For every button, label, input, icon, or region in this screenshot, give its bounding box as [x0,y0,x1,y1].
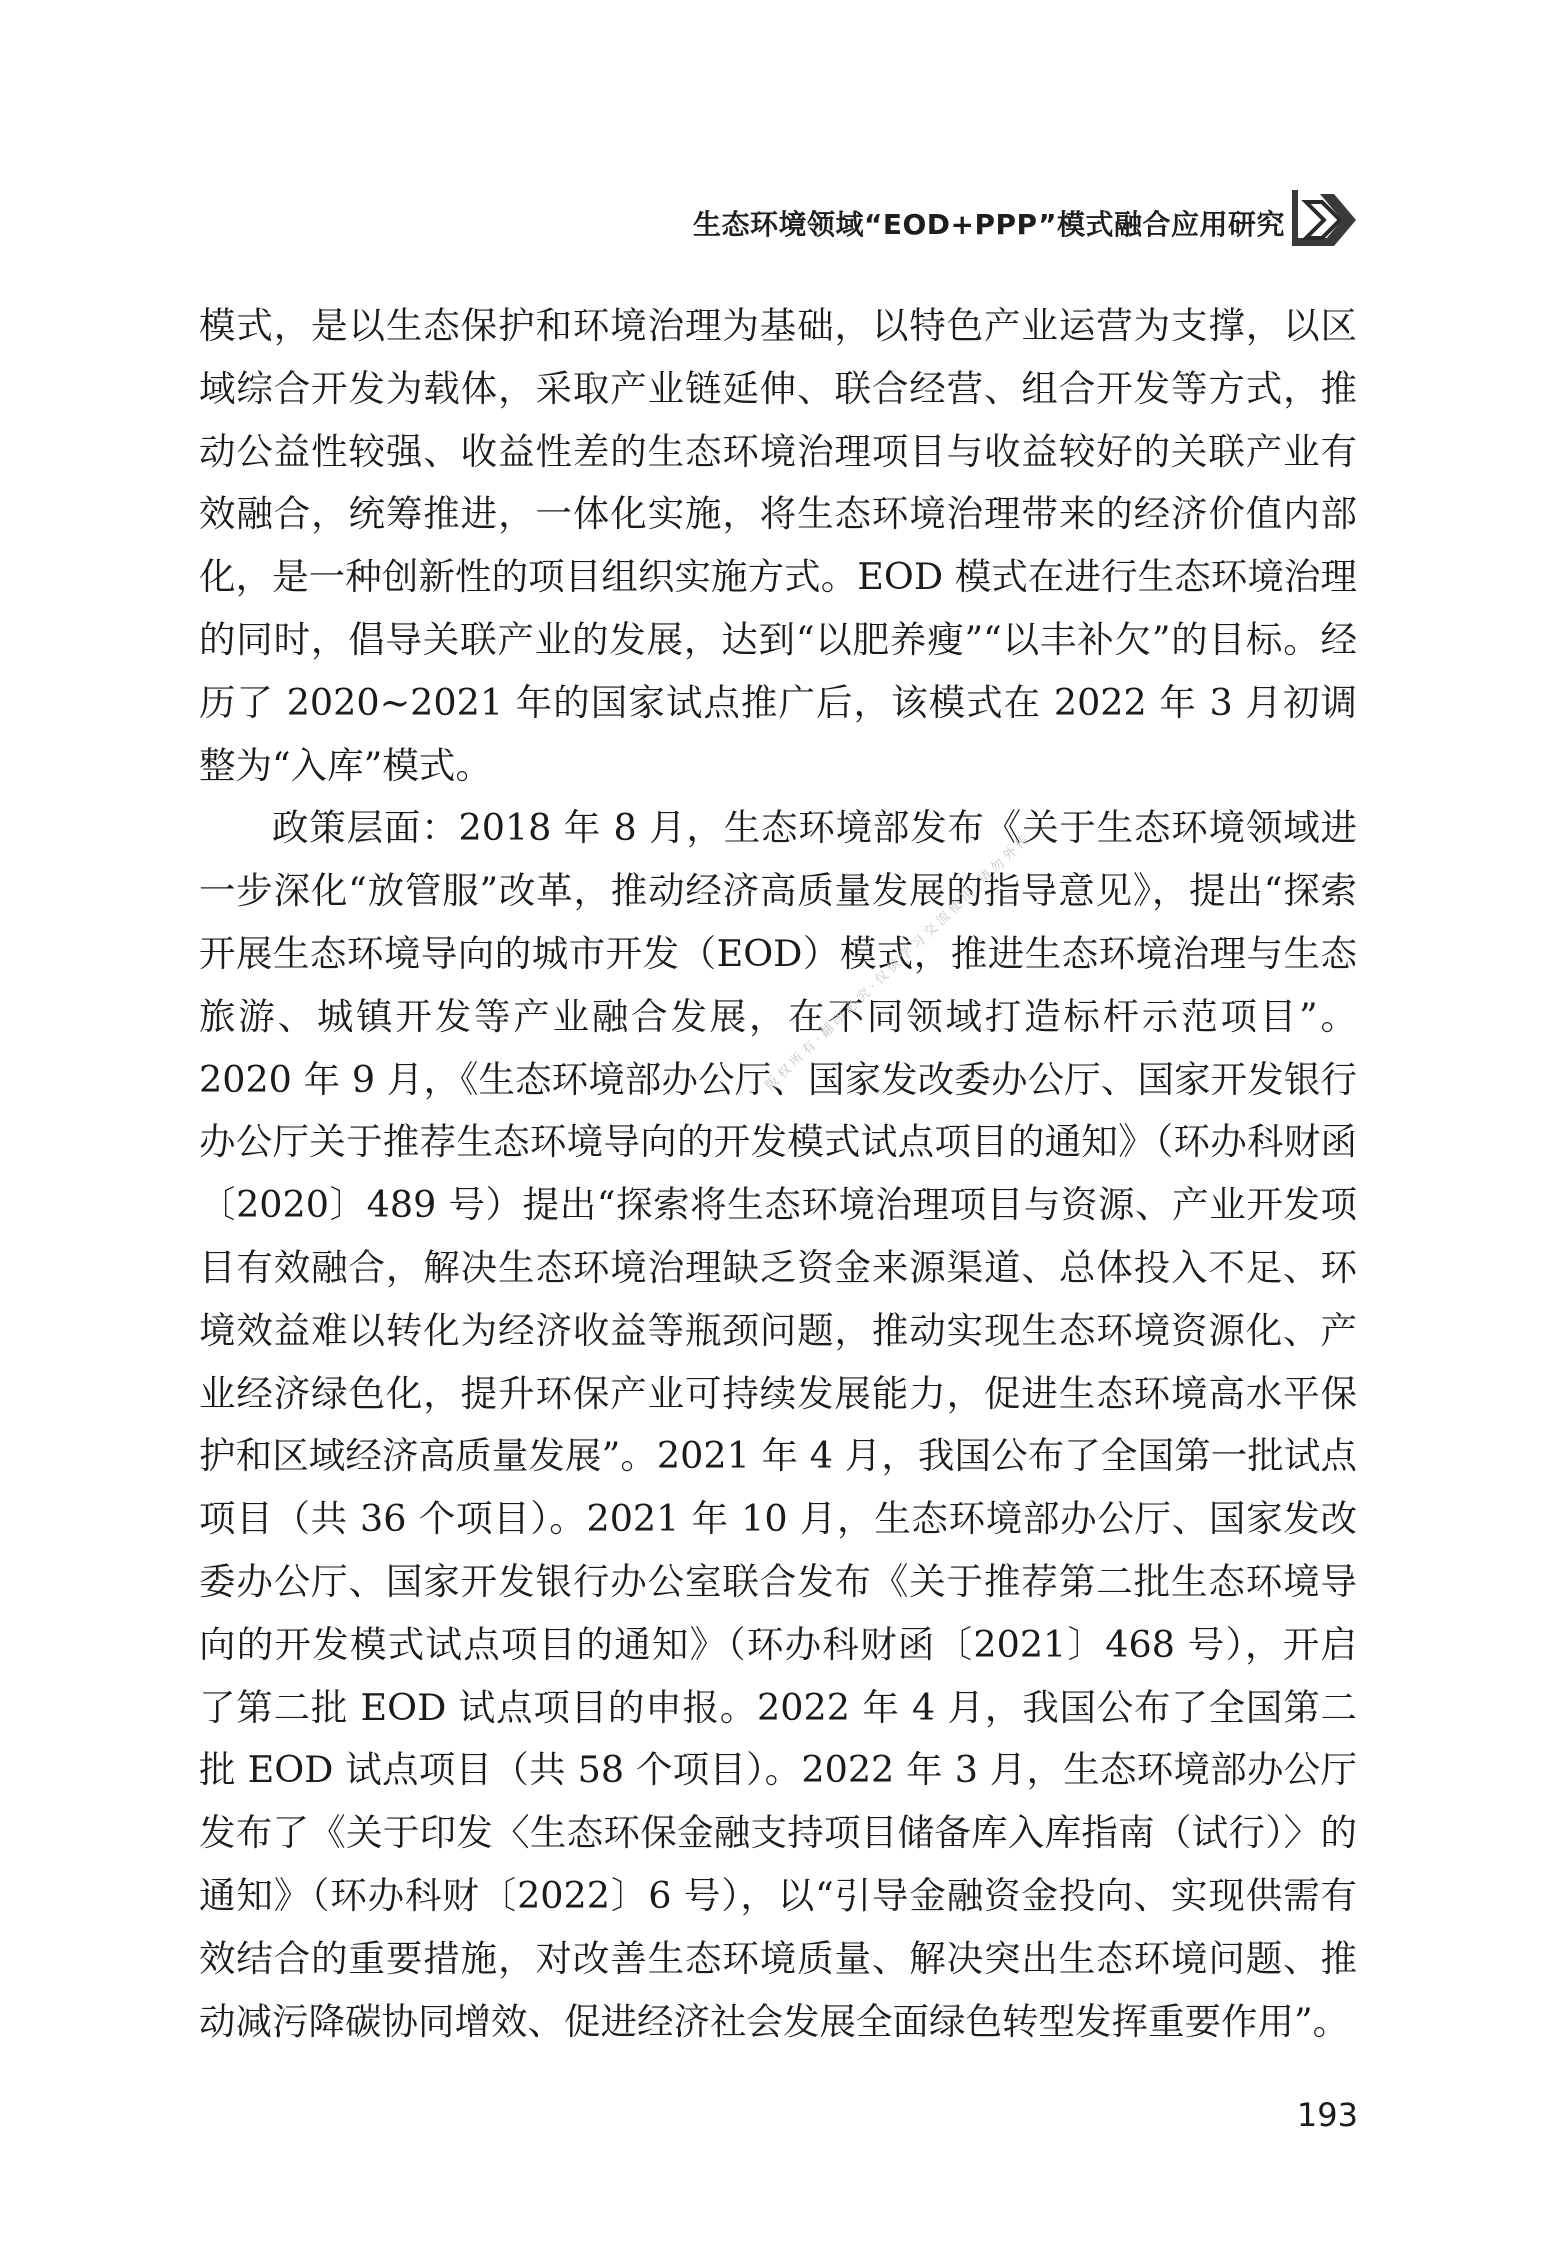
page-number: 193 [1296,2096,1358,2134]
body-text [199,295,1357,2053]
paragraph-policy: 政策层面：2018 年 8 月，生态环境部发布《关于生态环境领域进一步深化“放管服”改革，推动经济高质量发展的指导意见》，提出“探索开展生态环境导向的城市开发（EOD）模式，推进生态环境治理与生态旅游、城镇开发等产业融合发展，在不同领域打造标杆示范项目”。2020 年 9 月，《生态环境部办公厅、国家发改委办公厅、国家开发银行办公厅关于推荐生态环境导向的开发模式试点项目的通知》（环办科财函〔2020〕489 号）提出“探索将生态环境治理项目与资源、产业开发项目有效融合，解决生态环境治理缺乏资金来源渠道、总体投入不足、环境效益难以转化为经济收益等瓶颈问题，推动实现生态环境资源化、产业经济绿色化，提升环保产业可持续发展能力，促进生态环境高水平保护和区域经济高质量发展”。2021 年 4 月，我国公布了全国第一批试点项目（共 36 个项目）。2021 年 10 月，生态环境部办公厅、国家发改委办公厅、国家开发银行办公室联合发布《关于推荐第二批生态环境导向的开发模式试点项目的通知》（环办科财函〔2021〕468 号），开启了第二批 EOD 试点项目的申报。2022 年 4 月，我国公布了全国第二批 EOD 试点项目（共 58 个项目）。2022 年 3 月，生态环境部办公厅发布了《关于印发〈生态环保金融支持项目储备库入库指南（试行）〉的通知》（环办科财〔2022〕6 号），以“引导金融资金投向、实现供需有效结合的重要措施，对改善生态环境质量、解决突出生态环境问题、推动减污降碳协同增效、促进经济社会发展全面绿色转型发挥重要作用”。 [199,806,1357,2043]
watermark: 版权所有·翻印必究·仅供学习交流使用·请勿外传 [762,829,1036,1094]
running-header: 生态环境领域“EOD+PPP”模式融合应用研究 [692,208,1285,241]
paragraph-continuation: 模式，是以生态保护和环境治理为基础，以特色产业运营为支撑，以区域综合开发为载体，采取产业链延伸、联合经营、组合开发等方式，推动公益性较强、收益性差的生态环境治理项目与收益较好的关联产业有效融合，统筹推进，一体化实施，将生态环境治理带来的经济价值内部化，是一种创新性的项目组织实施方式。EOD 模式在进行生态环境治理的同时，倡导关联产业的发展，达到“以肥养瘦”“以丰补欠”的目标。经历了 2020~2021 年的国家试点推广后，该模式在 2022 年 3 月初调整为“入库”模式。 [199,304,1357,787]
corner-arrow-icon [1290,188,1360,250]
